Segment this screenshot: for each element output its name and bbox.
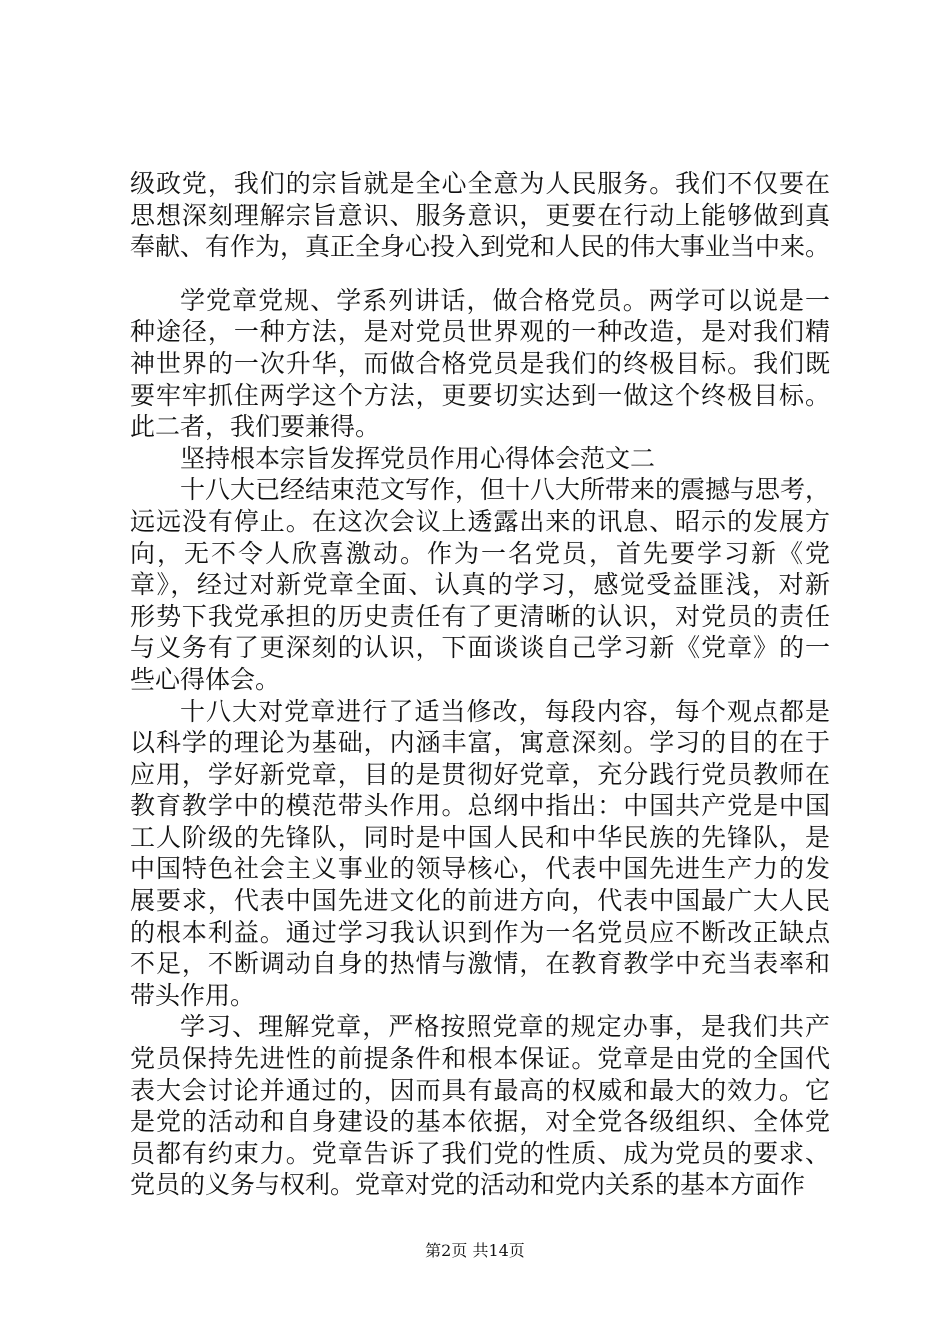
text-line: 形势下我党承担的历史责任有了更清晰的认识，对党员的责任 [130, 601, 830, 631]
paragraph [130, 696, 830, 1012]
text-line: 神世界的一次升华，而做合格党员是我们的终极目标。我们既 [130, 348, 830, 378]
text-line: 学党章党规、学系列讲话，做合格党员。两学可以说是一 [180, 285, 830, 315]
paragraph [130, 443, 830, 475]
text-line: 思想深刻理解宗旨意识、服务意识，更要在行动上能够做到真 [130, 200, 830, 230]
text-line: 此二者，我们要兼得。 [130, 412, 381, 442]
document-body [130, 168, 830, 1201]
text-line: 党员的义务与权利。党章对党的活动和党内关系的基本方面作 [130, 1170, 806, 1200]
text-line: 员都有约束力。党章告诉了我们党的性质、成为党员的要求、 [130, 1138, 830, 1168]
text-line: 工人阶级的先锋队，同时是中国人民和中华民族的先锋队，是 [130, 822, 830, 852]
text-line: 要牢牢抓住两学这个方法，更要切实达到一做这个终极目标。 [130, 380, 830, 410]
text-line: 坚持根本宗旨发挥党员作用心得体会范文二 [180, 443, 656, 473]
paragraph [130, 285, 830, 443]
text-line: 不足，不断调动自身的热情与激情，在教育教学中充当表率和 [130, 949, 830, 979]
text-line: 中国特色社会主义事业的领导核心，代表中国先进生产力的发 [130, 854, 830, 884]
text-line: 些心得体会。 [130, 664, 281, 694]
page-footer: 第2页 共14页 [425, 1241, 525, 1260]
paragraph-gap [130, 263, 830, 285]
text-line: 学习、理解党章，严格按照党章的规定办事，是我们共产 [180, 1012, 830, 1042]
text-line: 十八大已经结束范文写作，但十八大所带来的震撼与思考， [180, 475, 831, 505]
text-line: 与义务有了更深刻的认识，下面谈谈自己学习新《党章》的一 [130, 633, 830, 663]
text-line: 十八大对党章进行了适当修改，每段内容，每个观点都是 [180, 696, 830, 726]
text-line: 的根本利益。通过学习我认识到作为一名党员应不断改正缺点 [130, 917, 830, 947]
text-line: 展要求，代表中国先进文化的前进方向，代表中国最广大人民 [130, 886, 830, 916]
text-line: 带头作用。 [130, 980, 256, 1010]
text-line: 级政党，我们的宗旨就是全心全意为人民服务。我们不仅要在 [130, 169, 830, 198]
text-line: 奉献、有作为，真正全身心投入到党和人民的伟大事业当中来。 [130, 232, 831, 262]
text-line: 党员保持先进性的前提条件和根本保证。党章是由党的全国代 [130, 1044, 830, 1074]
paragraph [130, 168, 830, 263]
paragraph [130, 1011, 830, 1201]
text-line: 章》，经过对新党章全面、认真的学习，感觉受益匪浅，对新 [130, 570, 830, 600]
paragraph [130, 474, 830, 695]
text-line: 远远没有停止。在这次会议上透露出来的讯息、昭示的发展方 [130, 506, 830, 536]
text-line: 向，无不令人欣喜激动。作为一名党员，首先要学习新《党 [130, 538, 830, 568]
text-line: 种途径，一种方法，是对党员世界观的一种改造，是对我们精 [130, 317, 830, 347]
text-line: 应用，学好新党章，目的是贯彻好党章，充分践行党员教师在 [130, 759, 830, 789]
text-line: 教育教学中的模范带头作用。总纲中指出：中国共产党是中国 [130, 791, 830, 821]
text-line: 以科学的理论为基础，内涵丰富，寓意深刻。学习的目的在于 [130, 728, 830, 758]
text-line: 表大会讨论并通过的，因而具有最高的权威和最大的效力。它 [130, 1075, 830, 1105]
text-line: 是党的活动和自身建设的基本依据，对全党各级组织、全体党 [130, 1107, 830, 1137]
